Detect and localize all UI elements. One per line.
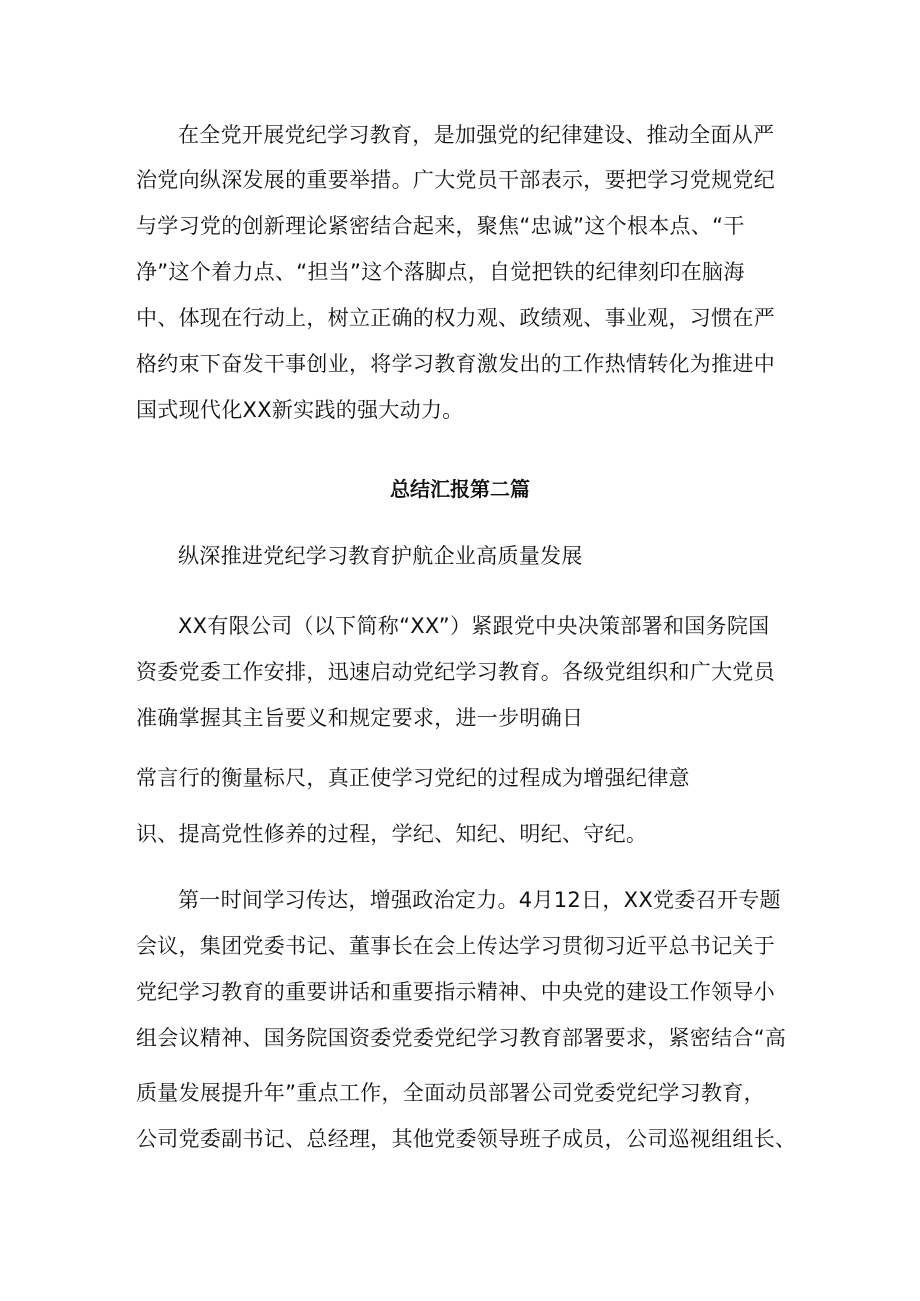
subtitle: 纵深推进党纪学习教育护航企业高质量发展	[178, 544, 583, 568]
section-heading: 总结汇报第二篇	[390, 477, 530, 501]
paragraph-line: 公司党委副书记、总经理，其他党委领导班子成员，公司巡视组组长、	[136, 1127, 797, 1151]
paragraph-line: 质量发展提升年”重点工作，全面动员部署公司党委党纪学习教育，	[136, 1081, 765, 1105]
paragraph-line: 格约束下奋发干事创业，将学习教育激发出的工作热情转化为推进中	[136, 352, 775, 376]
paragraph-line: 第一时间学习传达，增强政治定力。4月12日，XX党委召开专题	[178, 888, 781, 912]
paragraph-line: XX有限公司（以下简称“XX”）紧跟党中央决策部署和国务院国	[178, 614, 770, 638]
paragraph-line: 会议，集团党委书记、董事长在会上传达学习贯彻习近平总书记关于	[136, 934, 775, 958]
paragraph-line: 国式现代化XX新实践的强大动力。	[136, 398, 464, 422]
paragraph-line: 中、体现在行动上，树立正确的权力观、政绩观、事业观，习惯在严	[136, 306, 775, 330]
paragraph-line: 净”这个着力点、“担当”这个落脚点，自觉把铁的纪律刻印在脑海	[136, 260, 745, 284]
paragraph-line: 常言行的衡量标尺，真正使学习党纪的过程成为增强纪律意	[136, 766, 690, 790]
paragraph-line: 党纪学习教育的重要讲话和重要指示精神、中央党的建设工作领导小	[136, 980, 775, 1004]
paragraph-line: 资委党委工作安排，迅速启动党纪学习教育。各级党组织和广大党员	[136, 660, 775, 684]
paragraph-line: 准确掌握其主旨要义和规定要求，进一步明确日	[136, 706, 584, 730]
paragraph-line: 治党向纵深发展的重要举措。广大党员干部表示，要把学习党规党纪	[136, 168, 775, 192]
paragraph-line: 与学习党的创新理论紧密结合起来，聚焦“忠诚”这个根本点、“干	[136, 214, 745, 238]
paragraph-line: 组会议精神、国务院国资委党委党纪学习教育部署要求，紧密结合“高	[136, 1026, 787, 1050]
paragraph-line: 识、提高党性修养的过程，学纪、知纪、明纪、守纪。	[136, 822, 648, 846]
paragraph-line: 在全党开展党纪学习教育，是加强党的纪律建设、推动全面从严	[178, 123, 775, 147]
